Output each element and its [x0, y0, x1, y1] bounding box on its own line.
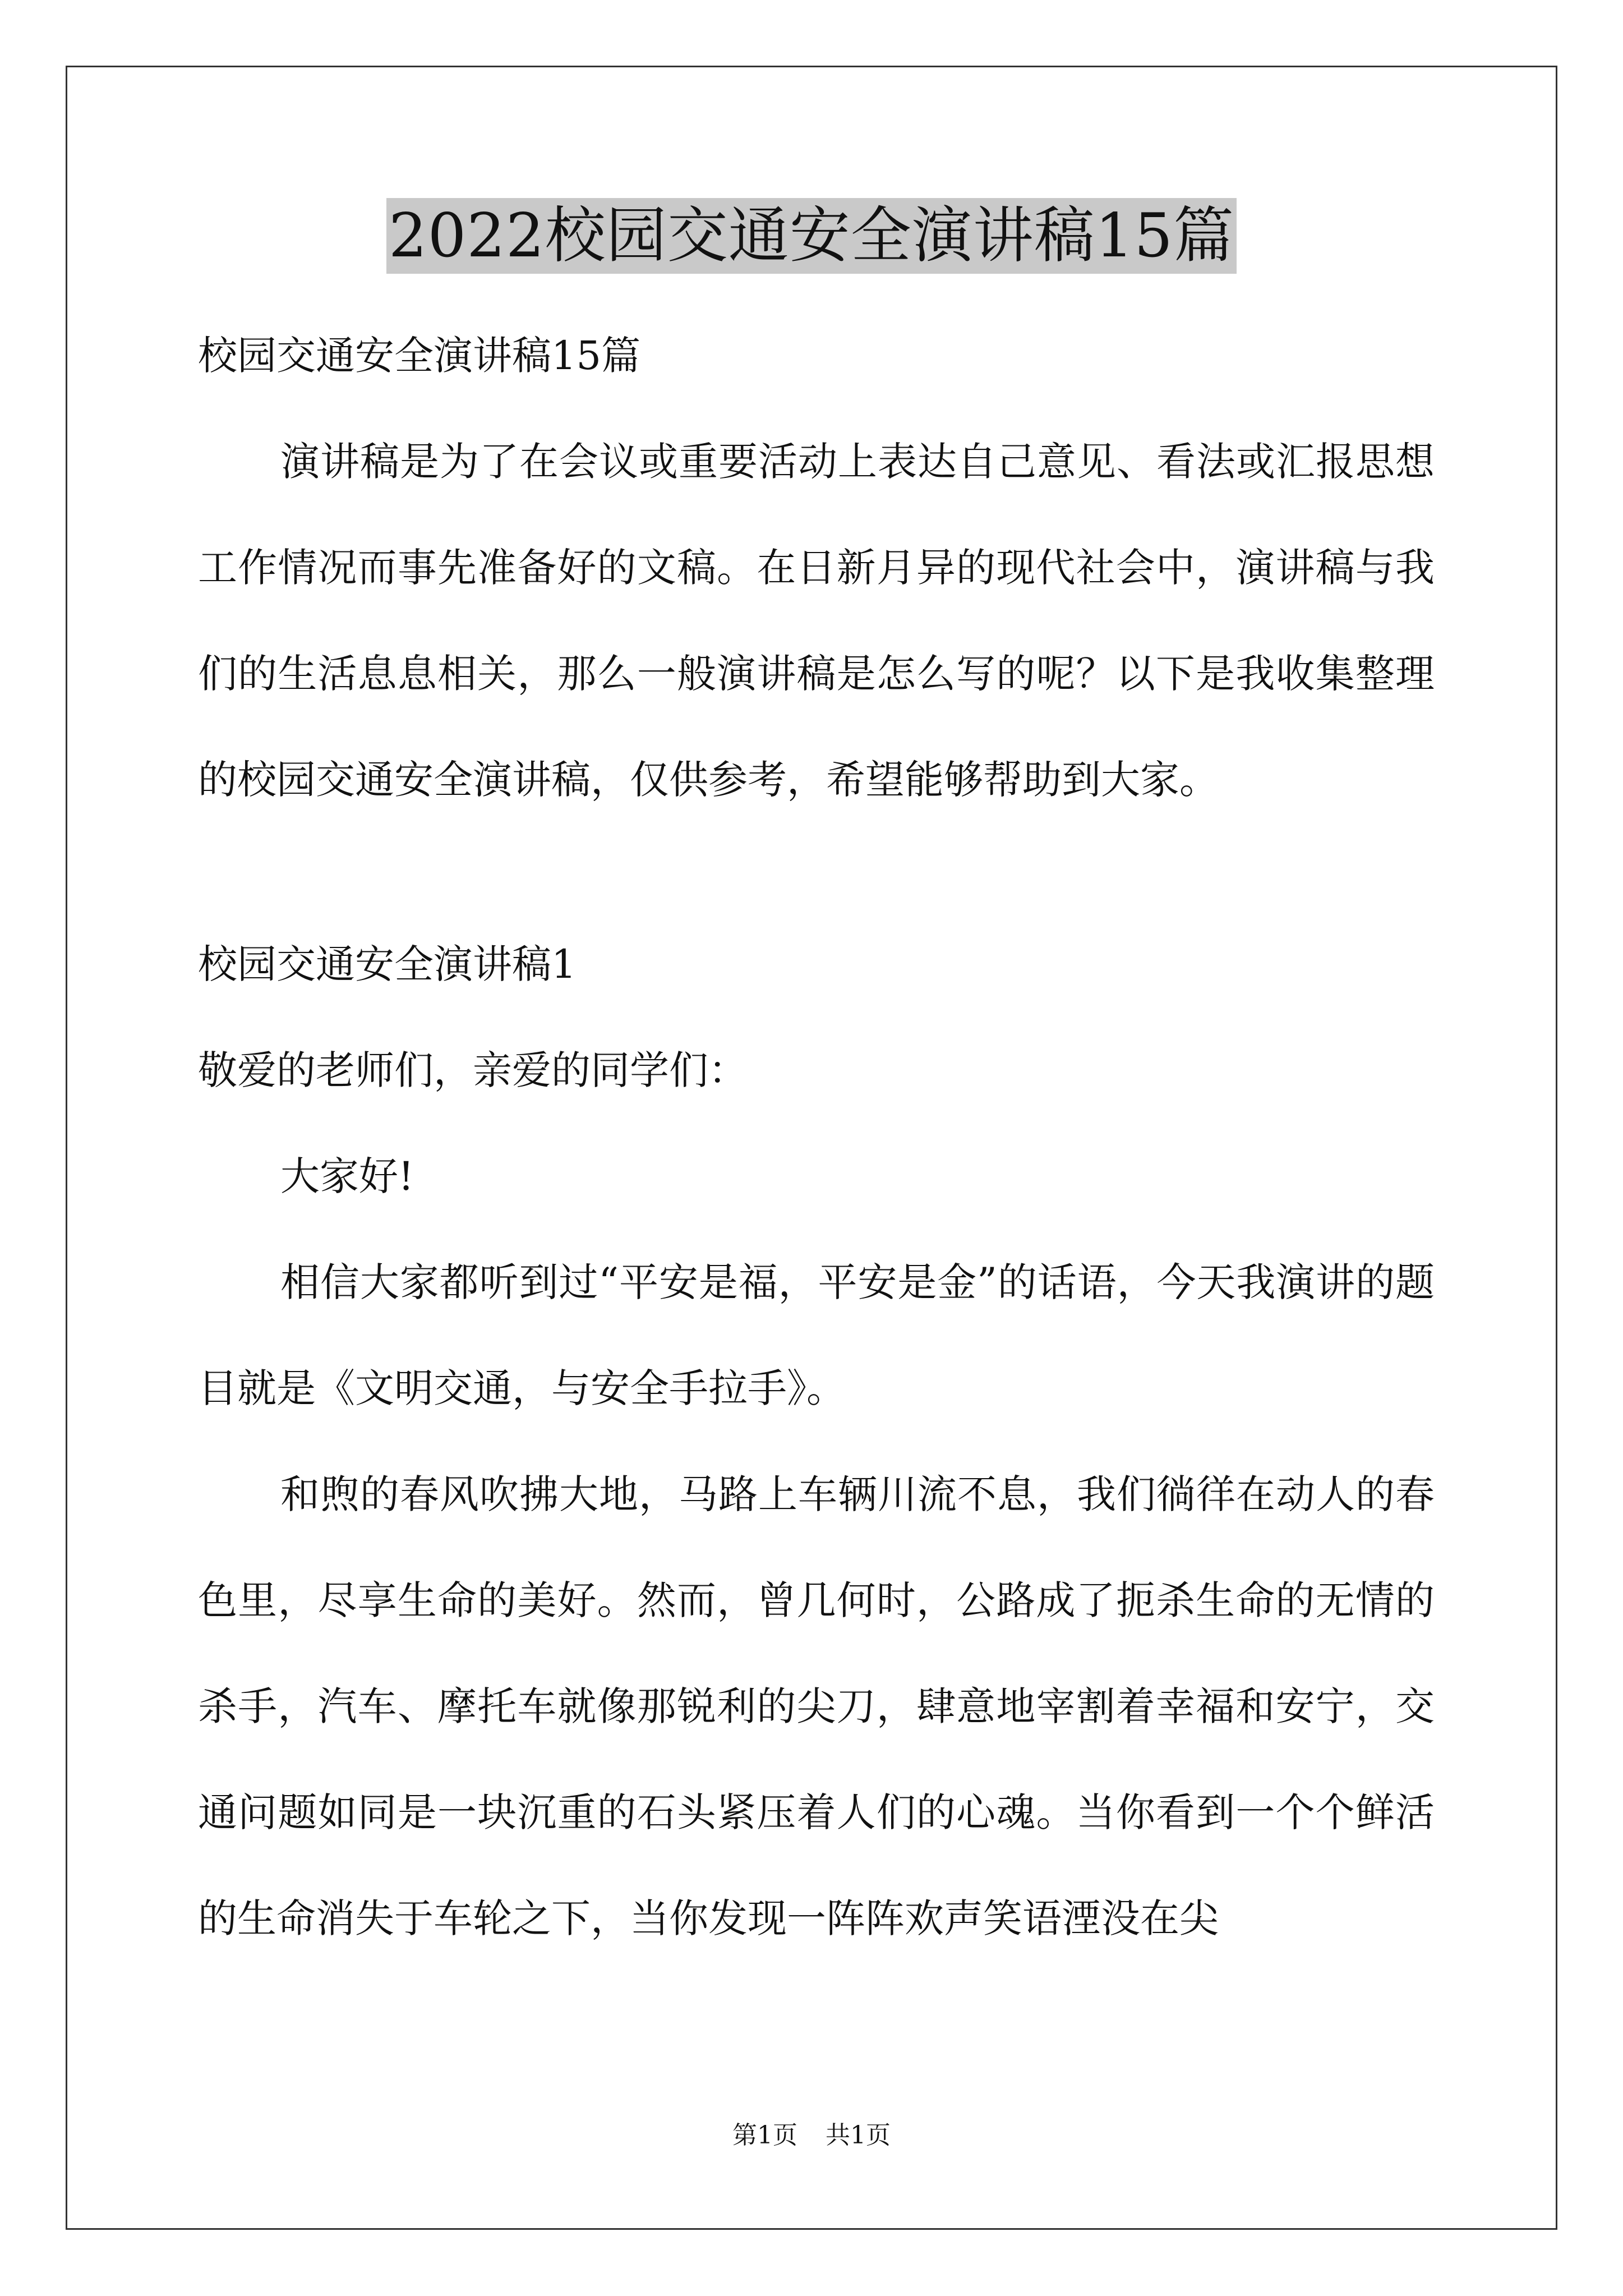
- intro-paragraph: 演讲稿是为了在会议或重要活动上表达自己意见、看法或汇报思想工作情况而事先准备好的文稿。在日新月异的现代社会中，演讲稿与我们的生活息息相关，那么一般演讲稿是怎么写的呢？以下是我收集整理的校园交通安全演讲稿，仅供参考，希望能够帮助到大家。: [198, 439, 1435, 803]
- greeting-paragraph: 大家好!: [280, 1153, 414, 1199]
- body-paragraph-2: 和煦的春风吹拂大地，马路上车辆川流不息，我们徜徉在动人的春色里，尽享生命的美好。然而，曾几何时，公路成了扼杀生命的无情的杀手，汽车、摩托车就像那锐利的尖刀，肆意地宰割着幸福和安宁，交通问题如同是一块沉重的石头紧压着人们的心魂。当你看到一个个鲜活的生命消失于车轮之下，当你发现一阵阵欢声笑语湮没在尖: [198, 1471, 1435, 1941]
- document-body: [198, 303, 1435, 1972]
- page-number-total: 共1页: [826, 2121, 891, 2150]
- page-number-current: 第1页: [732, 2121, 797, 2150]
- document-title: 2022校园交通安全演讲稿15篇: [386, 198, 1237, 274]
- salutation-paragraph: 敬爱的老师们，亲爱的同学们：: [198, 1047, 748, 1093]
- section-heading: 校园交通安全演讲稿1: [198, 941, 577, 987]
- section-spacer: [198, 833, 1435, 912]
- subtitle-paragraph: 校园交通安全演讲稿15篇: [198, 333, 641, 379]
- title-container: [0, 198, 1623, 274]
- body-paragraph-1: 相信大家都听到过“平安是福，平安是金”的话语，今天我演讲的题目就是《文明交通，与安全手拉手》。: [198, 1259, 1435, 1411]
- page-footer: [0, 2115, 1623, 2151]
